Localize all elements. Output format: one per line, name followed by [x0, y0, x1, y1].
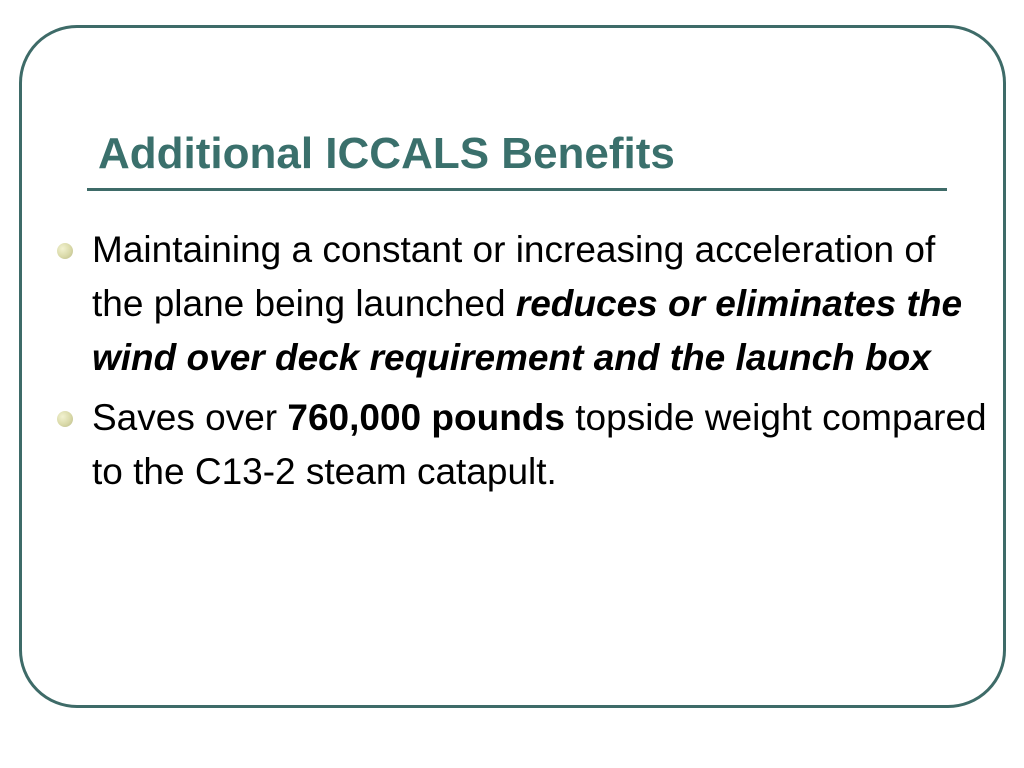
slide-title: Additional ICCALS Benefits: [98, 129, 675, 178]
bullet-text: Maintaining a constant or increasing acceleration of the plane being launched: [92, 229, 936, 324]
bullet-item-topside-weight: [54, 391, 994, 499]
bullet-list: [54, 223, 994, 505]
bullet-item-wind-over-deck: [54, 223, 994, 385]
bullet-text-before: Saves over: [92, 397, 288, 438]
title-underline: [87, 188, 947, 191]
bullet-emphasis-text: reduces or eliminates the wind over deck requirement and the launch box: [92, 283, 963, 378]
bullet-emphasis-weight: 760,000 pounds: [287, 397, 565, 438]
bullet-dot-icon: [57, 243, 73, 259]
bullet-dot-icon: [57, 411, 73, 427]
bullet-text-after: topside weight compared to the C13-2 steam catapult.: [92, 397, 987, 492]
